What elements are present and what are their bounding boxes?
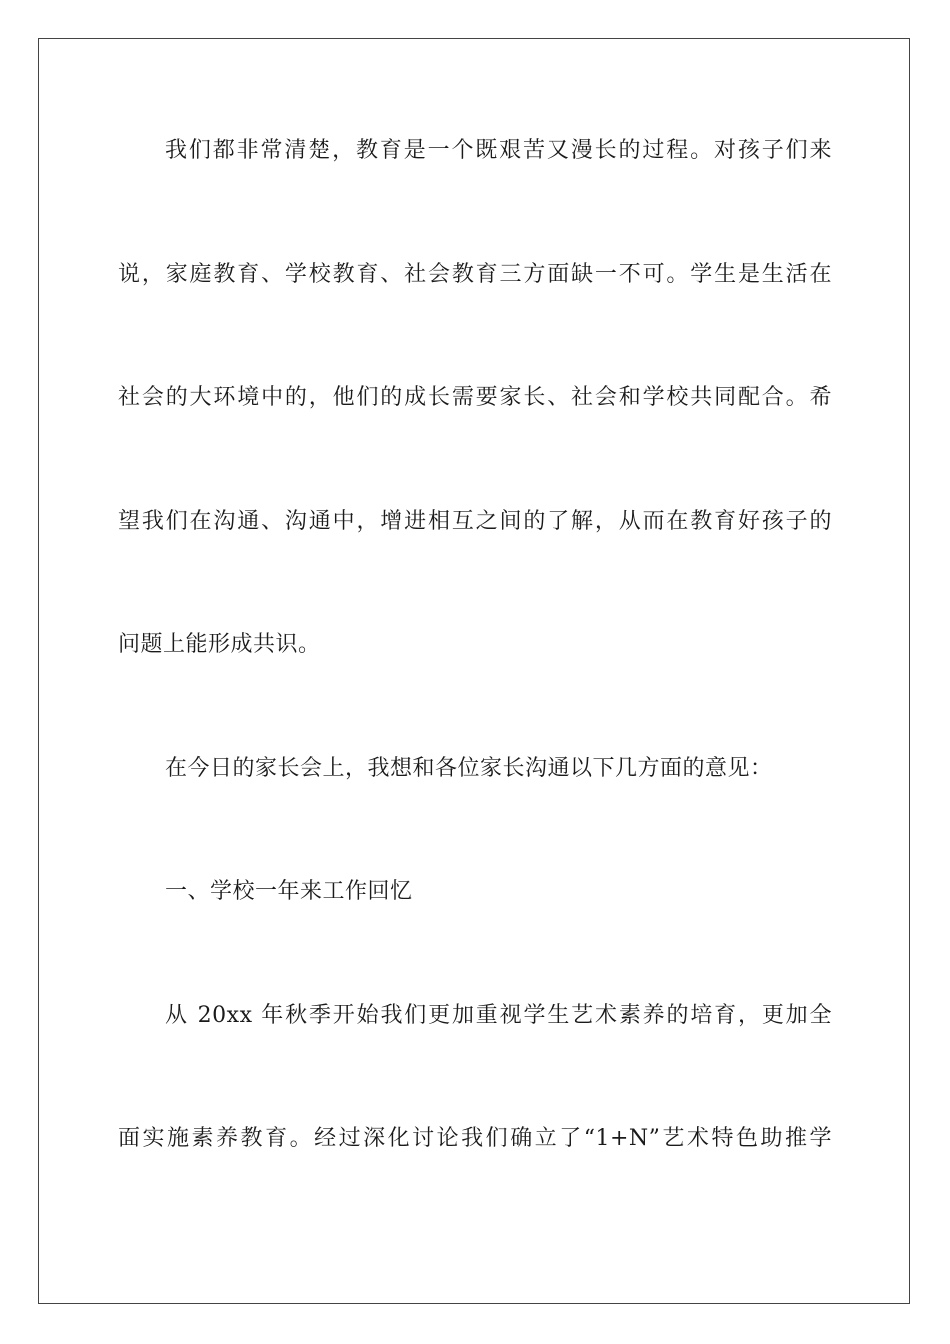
paragraph-1-line-3: 社会的大环境中的，他们的成长需要家长、社会和学校共同配合。希	[118, 385, 832, 410]
paragraph-3-line-2: 面实施素养教育。经过深化讨论我们确立了“1+N”艺术特色助推学	[118, 1126, 832, 1151]
paragraph-1-line-5: 问题上能形成共识。	[118, 632, 321, 657]
paragraph-2: 在今日的家长会上，我想和各位家长沟通以下几方面的意见：	[165, 756, 773, 781]
page-border	[38, 38, 910, 1304]
paragraph-1-line-2: 说，家庭教育、学校教育、社会教育三方面缺一不可。学生是生活在	[118, 262, 832, 287]
paragraph-1-line-4: 望我们在沟通、沟通中，增进相互之间的了解，从而在教育好孩子的	[118, 509, 832, 534]
paragraph-3-line-1: 从 20xx 年秋季开始我们更加重视学生艺术素养的培育，更加全	[165, 1003, 832, 1028]
paragraph-1-line-1: 我们都非常清楚，教育是一个既艰苦又漫长的过程。对孩子们来	[165, 138, 832, 163]
section-heading: 一、学校一年来工作回忆	[165, 879, 413, 904]
